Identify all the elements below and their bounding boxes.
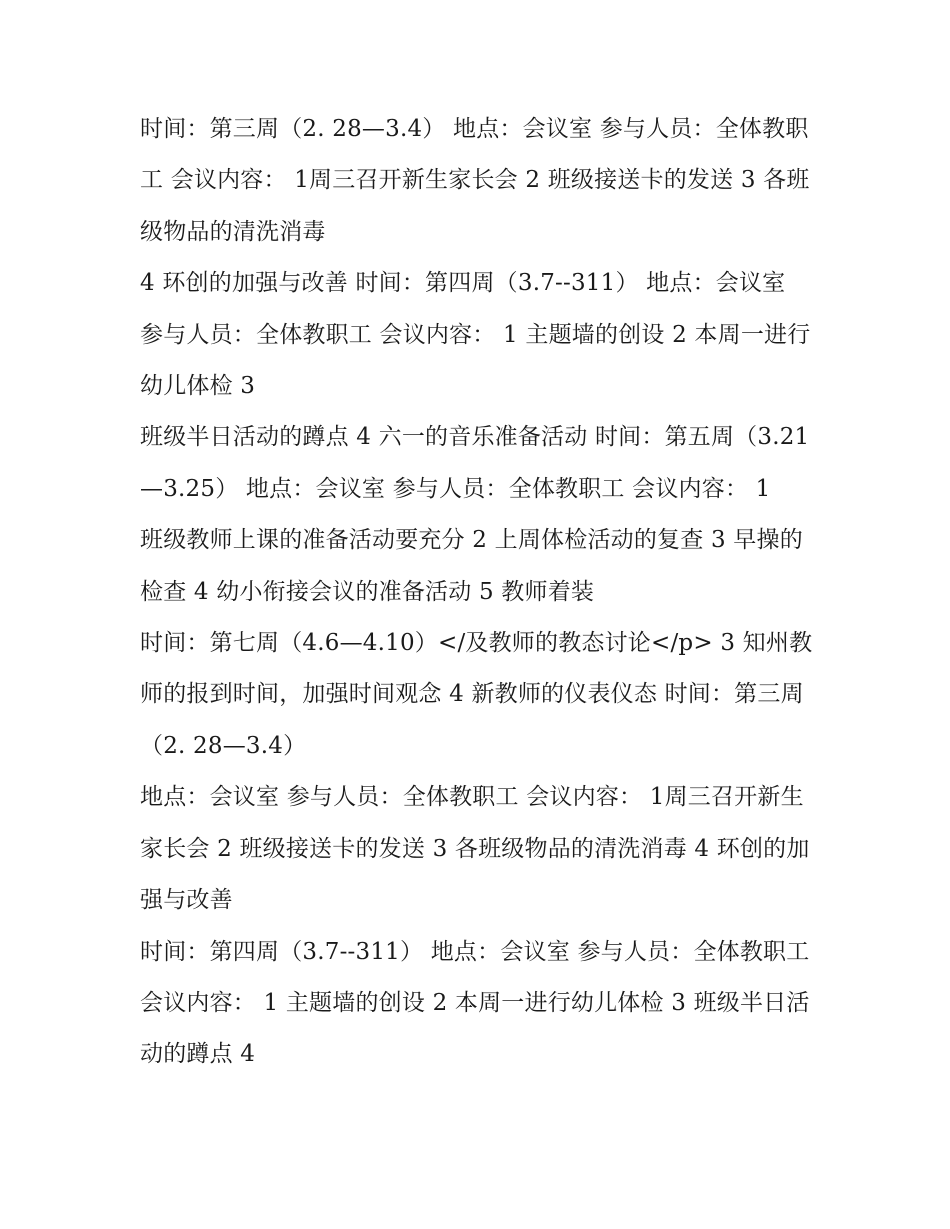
- paragraph-4: 班级教师上课的准备活动要充分 2 上周体检活动的复查 3 早操的检查 4 幼小衔接会议的准备活动 5 教师着装: [140, 527, 803, 605]
- paragraph-7: 时间：第四周（3.7--311） 地点：会议室 参与人员：全体教职工 会议内容： 1 主题墙的创设 2 本周一进行幼儿体检 3 班级半日活动的蹲点 4: [140, 938, 810, 1068]
- paragraph-6: 地点：会议室 参与人员：全体教职工 会议内容： 1周三召开新生家长会 2 班级接送卡的发送 3 各班级物品的清洗消毒 4 环创的加强与改善: [140, 784, 810, 914]
- paragraph-2: 4 环创的加强与改善 时间：第四周（3.7--311） 地点：会议室 参与人员：全体教职工 会议内容： 1 主题墙的创设 2 本周一进行幼儿体检 3: [140, 270, 811, 400]
- paragraph-5: 时间：第七周（4.6—4.10）</及教师的教态讨论</p> 3 知州教师的报到时间，加强时间观念 4 新教师的仪表仪态 时间：第三周（2. 28—3.4）: [140, 630, 813, 759]
- paragraph-3: 班级半日活动的蹲点 4 六一的音乐准备活动 时间：第五周（3.21—3.25） 地点：会议室 参与人员：全体教职工 会议内容： 1: [140, 424, 810, 502]
- document-body: [140, 104, 816, 1081]
- paragraph-1: 时间：第三周（2. 28—3.4） 地点：会议室 参与人员：全体教职工 会议内容： 1周三召开新生家长会 2 班级接送卡的发送 3 各班级物品的清洗消毒: [140, 116, 810, 245]
